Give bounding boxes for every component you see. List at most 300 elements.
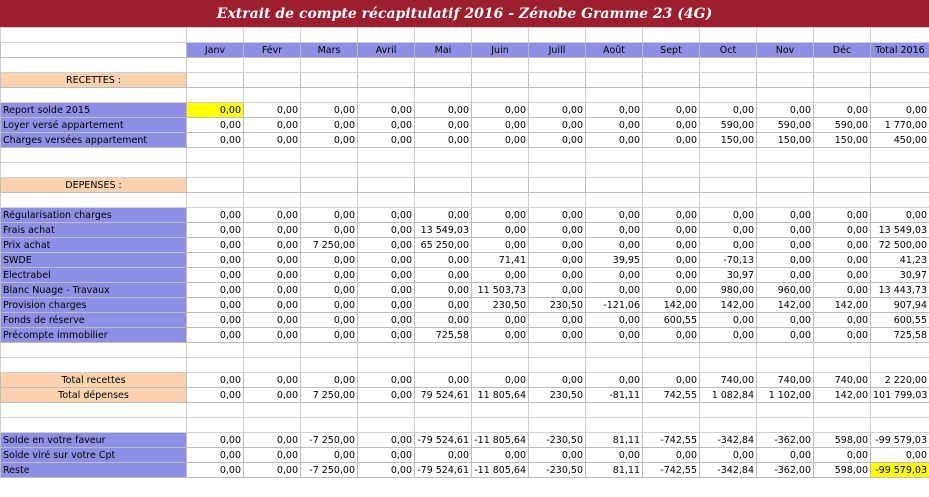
empty-cell[interactable]: [244, 148, 301, 163]
value-cell[interactable]: 0,00: [187, 253, 244, 268]
value-cell[interactable]: 0,00: [757, 448, 814, 463]
value-cell[interactable]: 590,00: [700, 118, 757, 133]
value-cell[interactable]: 0,00: [643, 373, 700, 388]
empty-cell[interactable]: [472, 403, 529, 418]
value-cell[interactable]: 1 102,00: [757, 388, 814, 403]
month-header-cell[interactable]: Nov: [757, 43, 814, 58]
value-cell[interactable]: 0,00: [814, 313, 871, 328]
value-cell[interactable]: 0,00: [187, 238, 244, 253]
empty-cell[interactable]: [1, 28, 187, 43]
value-cell[interactable]: 72 500,00: [871, 238, 929, 253]
empty-cell[interactable]: [358, 418, 415, 433]
empty-cell[interactable]: [472, 178, 529, 193]
value-cell[interactable]: 11 805,64: [472, 388, 529, 403]
empty-cell[interactable]: [871, 418, 929, 433]
value-cell[interactable]: 0,00: [814, 238, 871, 253]
empty-cell[interactable]: [244, 358, 301, 373]
value-cell[interactable]: 0,00: [643, 208, 700, 223]
value-cell[interactable]: 0,00: [358, 223, 415, 238]
empty-cell[interactable]: [1, 403, 187, 418]
empty-cell[interactable]: [187, 58, 244, 73]
empty-cell[interactable]: [358, 358, 415, 373]
value-cell[interactable]: 0,00: [586, 238, 643, 253]
value-cell[interactable]: 0,00: [529, 223, 586, 238]
value-cell[interactable]: 0,00: [358, 103, 415, 118]
empty-cell[interactable]: [472, 418, 529, 433]
value-cell[interactable]: 0,00: [301, 373, 358, 388]
empty-cell[interactable]: [472, 163, 529, 178]
empty-cell[interactable]: [700, 403, 757, 418]
month-header-cell[interactable]: Avril: [358, 43, 415, 58]
value-cell[interactable]: 0,00: [187, 208, 244, 223]
value-cell[interactable]: 0,00: [814, 208, 871, 223]
empty-cell[interactable]: [244, 418, 301, 433]
value-cell[interactable]: 0,00: [586, 208, 643, 223]
value-cell[interactable]: 0,00: [472, 118, 529, 133]
empty-cell[interactable]: [757, 28, 814, 43]
value-cell[interactable]: 0,00: [415, 133, 472, 148]
row-label-cell[interactable]: Electrabel: [1, 268, 187, 283]
value-cell[interactable]: 101 799,03: [871, 388, 929, 403]
empty-cell[interactable]: [187, 358, 244, 373]
value-cell[interactable]: 142,00: [814, 388, 871, 403]
value-cell[interactable]: 0,00: [187, 313, 244, 328]
month-header-cell[interactable]: Sept: [643, 43, 700, 58]
empty-cell[interactable]: [187, 88, 244, 103]
value-cell[interactable]: 13 549,03: [415, 223, 472, 238]
value-cell[interactable]: 0,00: [700, 223, 757, 238]
value-cell[interactable]: -742,55: [643, 433, 700, 448]
empty-cell[interactable]: [586, 58, 643, 73]
empty-cell[interactable]: [187, 343, 244, 358]
empty-cell[interactable]: [301, 178, 358, 193]
empty-cell[interactable]: [643, 418, 700, 433]
value-cell[interactable]: 0,00: [415, 268, 472, 283]
value-cell[interactable]: -99 579,03: [871, 433, 929, 448]
value-cell[interactable]: -121,06: [586, 298, 643, 313]
value-cell[interactable]: 7 250,00: [301, 388, 358, 403]
value-cell[interactable]: 0,00: [814, 223, 871, 238]
value-cell[interactable]: 0,00: [301, 103, 358, 118]
empty-cell[interactable]: [871, 163, 929, 178]
empty-cell[interactable]: [529, 193, 586, 208]
empty-cell[interactable]: [244, 193, 301, 208]
value-cell[interactable]: 0,00: [700, 208, 757, 223]
value-cell[interactable]: 0,00: [187, 298, 244, 313]
value-cell[interactable]: 79 524,61: [415, 388, 472, 403]
value-cell[interactable]: 0,00: [643, 118, 700, 133]
empty-cell[interactable]: [1, 148, 187, 163]
value-cell[interactable]: 0,00: [814, 283, 871, 298]
value-cell[interactable]: 0,00: [757, 238, 814, 253]
value-cell[interactable]: 0,00: [529, 253, 586, 268]
empty-cell[interactable]: [586, 193, 643, 208]
value-cell[interactable]: -362,00: [757, 463, 814, 478]
value-cell[interactable]: 0,00: [358, 313, 415, 328]
value-cell[interactable]: 41,23: [871, 253, 929, 268]
empty-cell[interactable]: [529, 343, 586, 358]
value-cell[interactable]: -362,00: [757, 433, 814, 448]
value-cell[interactable]: 0,00: [301, 268, 358, 283]
value-cell[interactable]: 65 250,00: [415, 238, 472, 253]
value-cell[interactable]: 0,00: [643, 268, 700, 283]
value-cell[interactable]: 0,00: [757, 313, 814, 328]
value-cell[interactable]: 0,00: [586, 313, 643, 328]
value-cell[interactable]: 0,00: [244, 313, 301, 328]
value-cell[interactable]: 0,00: [586, 268, 643, 283]
empty-cell[interactable]: [700, 418, 757, 433]
row-label-cell[interactable]: Frais achat: [1, 223, 187, 238]
value-cell[interactable]: 0,00: [643, 103, 700, 118]
empty-cell[interactable]: [415, 58, 472, 73]
empty-cell[interactable]: [586, 358, 643, 373]
empty-cell[interactable]: [814, 28, 871, 43]
value-cell[interactable]: 0,00: [529, 328, 586, 343]
empty-cell[interactable]: [1, 343, 187, 358]
value-cell[interactable]: 7 250,00: [301, 238, 358, 253]
value-cell[interactable]: -81,11: [586, 388, 643, 403]
row-label-cell[interactable]: Total recettes: [1, 373, 187, 388]
empty-cell[interactable]: [358, 343, 415, 358]
value-cell[interactable]: -70,13: [700, 253, 757, 268]
month-header-cell[interactable]: Août: [586, 43, 643, 58]
value-cell[interactable]: 0,00: [244, 433, 301, 448]
empty-cell[interactable]: [187, 163, 244, 178]
empty-cell[interactable]: [301, 148, 358, 163]
value-cell[interactable]: 81,11: [586, 433, 643, 448]
value-cell[interactable]: 0,00: [415, 298, 472, 313]
empty-cell[interactable]: [700, 193, 757, 208]
value-cell[interactable]: 0,00: [244, 373, 301, 388]
value-cell[interactable]: -342,84: [700, 433, 757, 448]
value-cell[interactable]: 0,00: [244, 448, 301, 463]
empty-cell[interactable]: [757, 343, 814, 358]
value-cell[interactable]: 0,00: [187, 283, 244, 298]
empty-cell[interactable]: [643, 58, 700, 73]
empty-cell[interactable]: [244, 88, 301, 103]
empty-cell[interactable]: [358, 88, 415, 103]
value-cell[interactable]: 0,00: [472, 208, 529, 223]
empty-cell[interactable]: [814, 418, 871, 433]
value-cell[interactable]: 0,00: [358, 253, 415, 268]
empty-cell[interactable]: [871, 88, 929, 103]
value-cell[interactable]: 0,00: [244, 253, 301, 268]
empty-cell[interactable]: [187, 28, 244, 43]
value-cell[interactable]: 742,55: [643, 388, 700, 403]
empty-cell[interactable]: [187, 148, 244, 163]
value-cell[interactable]: 907,94: [871, 298, 929, 313]
empty-cell[interactable]: [700, 73, 757, 88]
value-cell[interactable]: 0,00: [472, 373, 529, 388]
empty-cell[interactable]: [1, 418, 187, 433]
value-cell[interactable]: 0,00: [244, 133, 301, 148]
empty-cell[interactable]: [415, 163, 472, 178]
value-cell[interactable]: 0,00: [187, 373, 244, 388]
value-cell[interactable]: 0,00: [472, 268, 529, 283]
empty-cell[interactable]: [757, 73, 814, 88]
empty-cell[interactable]: [586, 88, 643, 103]
value-cell[interactable]: 0,00: [301, 313, 358, 328]
empty-cell[interactable]: [586, 73, 643, 88]
value-cell[interactable]: 0,00: [814, 268, 871, 283]
value-cell[interactable]: 0,00: [529, 103, 586, 118]
empty-cell[interactable]: [187, 403, 244, 418]
value-cell[interactable]: 0,00: [586, 283, 643, 298]
empty-cell[interactable]: [757, 403, 814, 418]
value-cell[interactable]: 0,00: [529, 268, 586, 283]
value-cell[interactable]: 0,00: [586, 103, 643, 118]
empty-cell[interactable]: [244, 178, 301, 193]
value-cell[interactable]: -7 250,00: [301, 463, 358, 478]
empty-cell[interactable]: [1, 358, 187, 373]
empty-cell[interactable]: [643, 88, 700, 103]
value-cell[interactable]: 0,00: [700, 103, 757, 118]
value-cell[interactable]: 0,00: [472, 448, 529, 463]
row-label-cell[interactable]: Solde viré sur votre Cpt: [1, 448, 187, 463]
value-cell[interactable]: 0,00: [643, 328, 700, 343]
value-cell[interactable]: 0,00: [301, 448, 358, 463]
empty-cell[interactable]: [358, 163, 415, 178]
value-cell[interactable]: 0,00: [700, 313, 757, 328]
month-header-cell[interactable]: Mai: [415, 43, 472, 58]
row-label-cell[interactable]: Prix achat: [1, 238, 187, 253]
value-cell[interactable]: 0,00: [472, 223, 529, 238]
value-cell[interactable]: 0,00: [187, 133, 244, 148]
value-cell[interactable]: 0,00: [358, 463, 415, 478]
empty-cell[interactable]: [586, 28, 643, 43]
value-cell[interactable]: 13 549,03: [871, 223, 929, 238]
empty-cell[interactable]: [472, 88, 529, 103]
value-cell[interactable]: -342,84: [700, 463, 757, 478]
empty-cell[interactable]: [415, 193, 472, 208]
empty-cell[interactable]: [700, 178, 757, 193]
value-cell[interactable]: 0,00: [187, 328, 244, 343]
value-cell[interactable]: 740,00: [757, 373, 814, 388]
value-cell[interactable]: -99 579,03: [871, 463, 929, 478]
value-cell[interactable]: 0,00: [529, 313, 586, 328]
value-cell[interactable]: 0,00: [415, 373, 472, 388]
empty-cell[interactable]: [529, 73, 586, 88]
value-cell[interactable]: 598,00: [814, 463, 871, 478]
empty-cell[interactable]: [757, 148, 814, 163]
value-cell[interactable]: 150,00: [700, 133, 757, 148]
row-label-cell[interactable]: SWDE: [1, 253, 187, 268]
row-label-cell[interactable]: Report solde 2015: [1, 103, 187, 118]
empty-cell[interactable]: [871, 193, 929, 208]
empty-cell[interactable]: [529, 178, 586, 193]
row-label-cell[interactable]: Précompte immobilier: [1, 328, 187, 343]
empty-cell[interactable]: [586, 343, 643, 358]
value-cell[interactable]: 0,00: [244, 298, 301, 313]
value-cell[interactable]: 30,97: [871, 268, 929, 283]
empty-cell[interactable]: [1, 193, 187, 208]
value-cell[interactable]: 0,00: [700, 448, 757, 463]
value-cell[interactable]: 230,50: [529, 388, 586, 403]
month-header-cell[interactable]: Juin: [472, 43, 529, 58]
value-cell[interactable]: 150,00: [814, 133, 871, 148]
value-cell[interactable]: 600,55: [643, 313, 700, 328]
empty-cell[interactable]: [700, 343, 757, 358]
empty-cell[interactable]: [415, 403, 472, 418]
value-cell[interactable]: 0,00: [187, 388, 244, 403]
empty-cell[interactable]: [700, 163, 757, 178]
empty-cell[interactable]: [814, 403, 871, 418]
value-cell[interactable]: 0,00: [529, 133, 586, 148]
value-cell[interactable]: 0,00: [757, 253, 814, 268]
empty-cell[interactable]: [244, 28, 301, 43]
value-cell[interactable]: 0,00: [871, 208, 929, 223]
value-cell[interactable]: 0,00: [643, 253, 700, 268]
value-cell[interactable]: 0,00: [244, 223, 301, 238]
value-cell[interactable]: 590,00: [757, 118, 814, 133]
empty-cell[interactable]: [757, 88, 814, 103]
value-cell[interactable]: 0,00: [301, 253, 358, 268]
empty-cell[interactable]: [1, 163, 187, 178]
value-cell[interactable]: 0,00: [187, 448, 244, 463]
empty-cell[interactable]: [814, 193, 871, 208]
value-cell[interactable]: 0,00: [472, 313, 529, 328]
value-cell[interactable]: 2 220,00: [871, 373, 929, 388]
empty-cell[interactable]: [586, 178, 643, 193]
empty-cell[interactable]: [700, 148, 757, 163]
value-cell[interactable]: 0,00: [244, 103, 301, 118]
empty-cell[interactable]: [529, 418, 586, 433]
value-cell[interactable]: 142,00: [757, 298, 814, 313]
value-cell[interactable]: 1 770,00: [871, 118, 929, 133]
empty-cell[interactable]: [472, 193, 529, 208]
value-cell[interactable]: 0,00: [244, 283, 301, 298]
value-cell[interactable]: 0,00: [757, 223, 814, 238]
value-cell[interactable]: 0,00: [472, 133, 529, 148]
empty-cell[interactable]: [301, 88, 358, 103]
empty-cell[interactable]: [415, 343, 472, 358]
empty-cell[interactable]: [871, 403, 929, 418]
empty-cell[interactable]: [814, 343, 871, 358]
value-cell[interactable]: 0,00: [415, 103, 472, 118]
value-cell[interactable]: 0,00: [301, 223, 358, 238]
empty-cell[interactable]: [814, 163, 871, 178]
row-label-cell[interactable]: Fonds de réserve: [1, 313, 187, 328]
empty-cell[interactable]: [244, 58, 301, 73]
value-cell[interactable]: 0,00: [301, 133, 358, 148]
empty-cell[interactable]: [187, 193, 244, 208]
value-cell[interactable]: 0,00: [301, 328, 358, 343]
value-cell[interactable]: 0,00: [586, 223, 643, 238]
empty-cell[interactable]: [472, 343, 529, 358]
empty-cell[interactable]: [358, 193, 415, 208]
value-cell[interactable]: -7 250,00: [301, 433, 358, 448]
value-cell[interactable]: 0,00: [814, 328, 871, 343]
empty-cell[interactable]: [244, 73, 301, 88]
empty-cell[interactable]: [187, 73, 244, 88]
month-header-cell[interactable]: Juill: [529, 43, 586, 58]
row-label-cell[interactable]: Reste: [1, 463, 187, 478]
empty-cell[interactable]: [529, 358, 586, 373]
empty-cell[interactable]: [643, 358, 700, 373]
empty-cell[interactable]: [643, 193, 700, 208]
empty-cell[interactable]: [814, 178, 871, 193]
empty-cell[interactable]: [757, 58, 814, 73]
depenses-section-label[interactable]: DEPENSES :: [1, 178, 187, 193]
value-cell[interactable]: 0,00: [586, 373, 643, 388]
empty-cell[interactable]: [301, 418, 358, 433]
row-label-cell[interactable]: Blanc Nuage - Travaux: [1, 283, 187, 298]
value-cell[interactable]: 0,00: [301, 283, 358, 298]
value-cell[interactable]: 0,00: [244, 463, 301, 478]
empty-cell[interactable]: [643, 73, 700, 88]
value-cell[interactable]: 0,00: [643, 223, 700, 238]
row-label-cell[interactable]: Provision charges: [1, 298, 187, 313]
value-cell[interactable]: 0,00: [358, 268, 415, 283]
value-cell[interactable]: 0,00: [415, 253, 472, 268]
empty-cell[interactable]: [415, 88, 472, 103]
value-cell[interactable]: -79 524,61: [415, 463, 472, 478]
row-label-cell[interactable]: Loyer versé appartement: [1, 118, 187, 133]
empty-cell[interactable]: [1, 88, 187, 103]
value-cell[interactable]: 0,00: [415, 313, 472, 328]
value-cell[interactable]: -742,55: [643, 463, 700, 478]
value-cell[interactable]: 0,00: [301, 298, 358, 313]
empty-cell[interactable]: [472, 358, 529, 373]
empty-cell[interactable]: [301, 193, 358, 208]
empty-cell[interactable]: [244, 403, 301, 418]
value-cell[interactable]: 0,00: [187, 223, 244, 238]
month-header-cell[interactable]: Mars: [301, 43, 358, 58]
value-cell[interactable]: 0,00: [301, 118, 358, 133]
value-cell[interactable]: 0,00: [586, 118, 643, 133]
value-cell[interactable]: 0,00: [244, 238, 301, 253]
empty-cell[interactable]: [529, 148, 586, 163]
value-cell[interactable]: 0,00: [757, 208, 814, 223]
value-cell[interactable]: 0,00: [472, 103, 529, 118]
empty-cell[interactable]: [643, 343, 700, 358]
empty-cell[interactable]: [643, 28, 700, 43]
value-cell[interactable]: 0,00: [187, 433, 244, 448]
value-cell[interactable]: 0,00: [358, 448, 415, 463]
empty-cell[interactable]: [301, 403, 358, 418]
empty-cell[interactable]: [586, 148, 643, 163]
empty-cell[interactable]: [871, 178, 929, 193]
value-cell[interactable]: 0,00: [415, 283, 472, 298]
value-cell[interactable]: 30,97: [700, 268, 757, 283]
empty-cell[interactable]: [415, 358, 472, 373]
value-cell[interactable]: 0,00: [244, 328, 301, 343]
value-cell[interactable]: 0,00: [472, 238, 529, 253]
value-cell[interactable]: 0,00: [301, 208, 358, 223]
empty-cell[interactable]: [871, 343, 929, 358]
value-cell[interactable]: 0,00: [187, 268, 244, 283]
empty-cell[interactable]: [700, 358, 757, 373]
empty-cell[interactable]: [358, 148, 415, 163]
value-cell[interactable]: 740,00: [700, 373, 757, 388]
empty-cell[interactable]: [301, 358, 358, 373]
value-cell[interactable]: 0,00: [358, 133, 415, 148]
value-cell[interactable]: 0,00: [529, 283, 586, 298]
empty-cell[interactable]: [472, 58, 529, 73]
empty-cell[interactable]: [415, 28, 472, 43]
value-cell[interactable]: 0,00: [358, 283, 415, 298]
value-cell[interactable]: 0,00: [586, 448, 643, 463]
empty-cell[interactable]: [700, 28, 757, 43]
empty-cell[interactable]: [301, 28, 358, 43]
row-label-cell[interactable]: Total dépenses: [1, 388, 187, 403]
empty-cell[interactable]: [529, 58, 586, 73]
value-cell[interactable]: 1 082,84: [700, 388, 757, 403]
value-cell[interactable]: 81,11: [586, 463, 643, 478]
value-cell[interactable]: 0,00: [529, 118, 586, 133]
empty-cell[interactable]: [472, 28, 529, 43]
empty-cell[interactable]: [301, 163, 358, 178]
